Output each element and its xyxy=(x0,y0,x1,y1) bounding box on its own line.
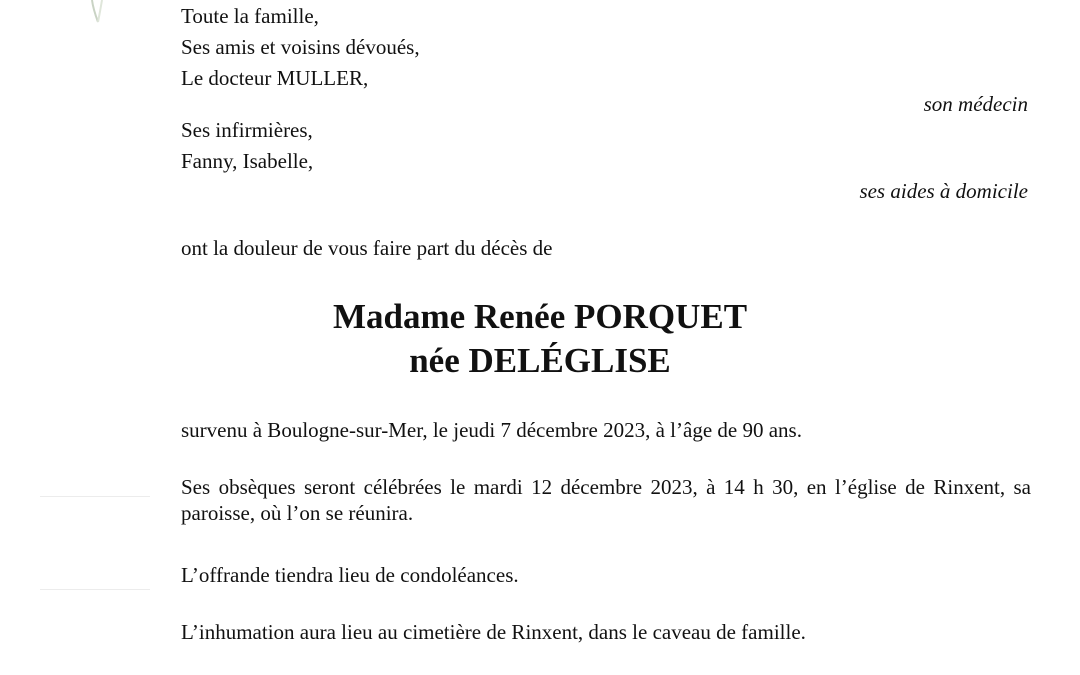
offering-note: L’offrande tiendra lieu de condoléances. xyxy=(181,563,519,587)
announcement-text: ont la douleur de vous faire part du décès de xyxy=(181,236,553,260)
floral-sprig-icon xyxy=(88,0,108,24)
death-info: survenu à Boulogne-sur-Mer, le jeudi 7 décembre 2023, à l’âge de 90 ans. xyxy=(181,418,802,442)
family-line-3: Le docteur MULLER, xyxy=(181,66,369,90)
scan-artifact-line xyxy=(40,496,150,497)
aides-role: ses aides à domicile xyxy=(859,179,1028,203)
family-line-1: Toute la famille, xyxy=(181,4,319,28)
nurses-line-2: Fanny, Isabelle, xyxy=(181,149,314,173)
doctor-role: son médecin xyxy=(923,92,1028,116)
nurses-line-1: Ses infirmières, xyxy=(181,118,313,142)
burial-info: L’inhumation aura lieu au cimetière de Rinxent, dans le caveau de famille. xyxy=(181,620,806,644)
scan-artifact-line xyxy=(40,589,150,590)
deceased-name: Madame Renée PORQUET xyxy=(332,297,748,336)
family-line-2: Ses amis et voisins dévoués, xyxy=(181,35,420,59)
funeral-info: Ses obsèques seront célébrées le mardi 12 décembre 2023, à 14 h 30, en l’église de Rinxent, sa paroisse, où l’on se réunira. xyxy=(181,475,1031,525)
deceased-maiden-name: née DELÉGLISE xyxy=(409,341,671,380)
